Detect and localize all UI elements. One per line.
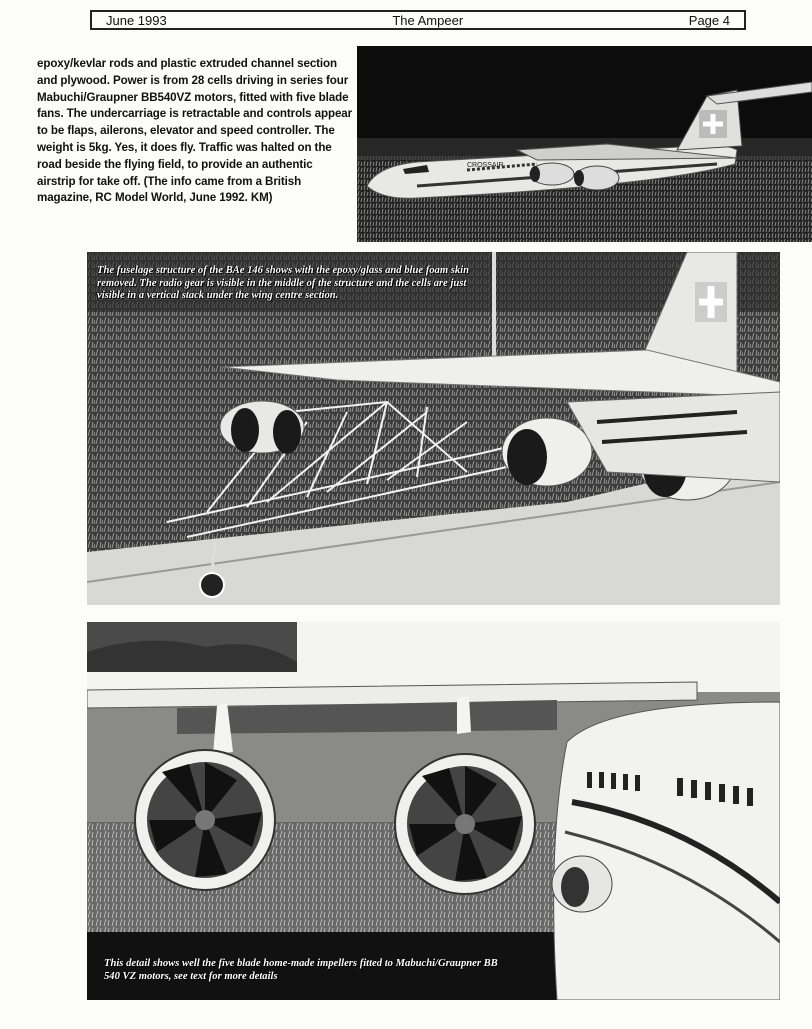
photo-impeller-detail: [87, 622, 780, 1000]
newsletter-title: The Ampeer: [392, 12, 464, 28]
photo-fuselage-structure: [87, 252, 780, 605]
photo2-caption: The fuselage structure of the BAe 146 shows with the epoxy/glass and blue foam skin removed. The radio gear is visible in the middle of the structure and the cells are just visible in a vertical stack under the wing centre section.: [97, 265, 469, 302]
photo-aircraft-flying: [357, 46, 812, 242]
photo3-caption: This detail shows well the five blade home-made impellers fitted to Mabuchi/Graupner BB 540 VZ motors, see text for more details: [104, 958, 498, 982]
page-header: [90, 10, 746, 30]
fuselage-lettering: CROSSAIR: [467, 162, 504, 169]
article-text: epoxy/kevlar rods and plastic extruded channel section and plywood. Power is from 28 cells driving in series four Mabuchi/Graupner BB540VZ motors, fitted with five blade fans. The undercarriage is retractable and controls appear to be flaps, ailerons, elevator and speed controller. The weight is 5kg. Yes, it does fly. Traffic was halted on the road beside the flying field, to provide an authentic airstrip for take off. (The info came from a British magazine, RC Model World, June 1992. KM): [37, 57, 353, 205]
issue-date: June 1993: [106, 12, 167, 28]
page-number: Page 4: [688, 12, 730, 28]
